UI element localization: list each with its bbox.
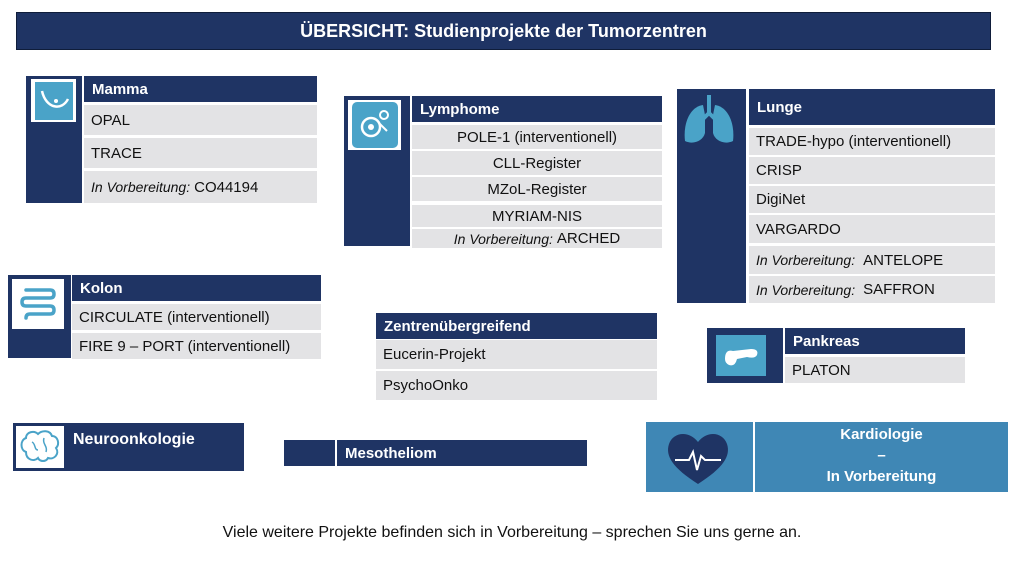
- lymphome-row-mzol: MZoL-Register: [412, 177, 662, 201]
- kolon-row-fire9: FIRE 9 – PORT (interventionell): [72, 333, 321, 359]
- zentren-row-psychoonko: PsychoOnko: [376, 371, 657, 400]
- footer-note: Viele weitere Projekte befinden sich in Vorbereitung – sprechen Sie uns gerne an.: [222, 524, 802, 541]
- kardio-line-3: In Vorbereitung: [826, 468, 937, 485]
- lymphome-prep-value: ARCHED: [556, 230, 621, 247]
- lunge-row-prep-saffron: [749, 276, 995, 303]
- kardio-line-1: Kardiologie: [840, 426, 923, 443]
- pankreas-label: Pankreas: [793, 332, 860, 350]
- mamma-row-opal: OPAL: [84, 105, 317, 135]
- kardio-text: [755, 424, 1008, 490]
- kolon-row-circulate: CIRCULATE (interventionell): [72, 304, 321, 330]
- mamma-prep-value: CO44194: [194, 178, 259, 196]
- zentren-label: Zentrenübergreifend: [384, 317, 531, 335]
- pankreas-header: [785, 328, 965, 354]
- pankreas-row-platon: PLATON: [785, 357, 965, 383]
- lunge-prep-prefix-2: In Vorbereitung:: [756, 281, 856, 298]
- lymphome-row-prep: [412, 229, 662, 248]
- intestine-icon: [12, 279, 64, 329]
- kolon-header: [72, 275, 321, 301]
- lunge-row-vargardo: VARGARDO: [749, 215, 995, 243]
- page-title: [16, 12, 991, 50]
- mamma-header: [84, 76, 317, 102]
- neuro-label: Neuroonkologie: [73, 431, 195, 448]
- kardio-line-2: –: [877, 447, 886, 464]
- lunge-prep-prefix-1: In Vorbereitung:: [756, 252, 856, 268]
- mamma-label: Mamma: [92, 80, 148, 98]
- lunge-row-prep-antelope: [749, 246, 995, 274]
- lunge-label: Lunge: [757, 98, 802, 116]
- lunge-row-crisp: CRISP: [749, 157, 995, 184]
- meso-header: [337, 440, 587, 466]
- zentren-row-eucerin: Eucerin-Projekt: [376, 340, 657, 369]
- neuro-header: [66, 423, 244, 457]
- page-title-text: ÜBERSICHT: Studienprojekte der Tumorzentren: [300, 20, 707, 41]
- mamma-row-prep: [84, 171, 317, 203]
- lunge-row-trade: TRADE-hypo (interventionell): [749, 128, 995, 155]
- mamma-prep-prefix: In Vorbereitung:: [91, 179, 191, 195]
- brain-icon: [16, 426, 64, 468]
- lunge-prep-value-1: ANTELOPE: [863, 251, 944, 269]
- zentren-header: [376, 313, 657, 339]
- lymphome-prep-prefix: In Vorbereitung:: [453, 230, 553, 247]
- lymphome-label: Lymphome: [420, 100, 500, 118]
- mamma-row-trace: TRACE: [84, 138, 317, 168]
- lymphome-row-myriam: MYRIAM-NIS: [412, 205, 662, 227]
- lymphome-row-pole1: POLE-1 (interventionell): [412, 125, 662, 149]
- meso-label: Mesotheliom: [345, 444, 437, 462]
- lymph-cells-icon: [348, 100, 401, 150]
- lunge-header: [749, 89, 995, 125]
- pancreas-icon: [716, 335, 766, 376]
- lunge-prep-value-2: SAFFRON: [863, 281, 935, 298]
- heart-ecg-icon: [660, 428, 736, 488]
- lymphome-row-cll: CLL-Register: [412, 151, 662, 175]
- breast-icon: [31, 79, 76, 122]
- lungs-icon: [679, 91, 739, 149]
- kolon-label: Kolon: [80, 279, 123, 297]
- lunge-row-diginet: DigiNet: [749, 186, 995, 213]
- lymphome-header: [412, 96, 662, 122]
